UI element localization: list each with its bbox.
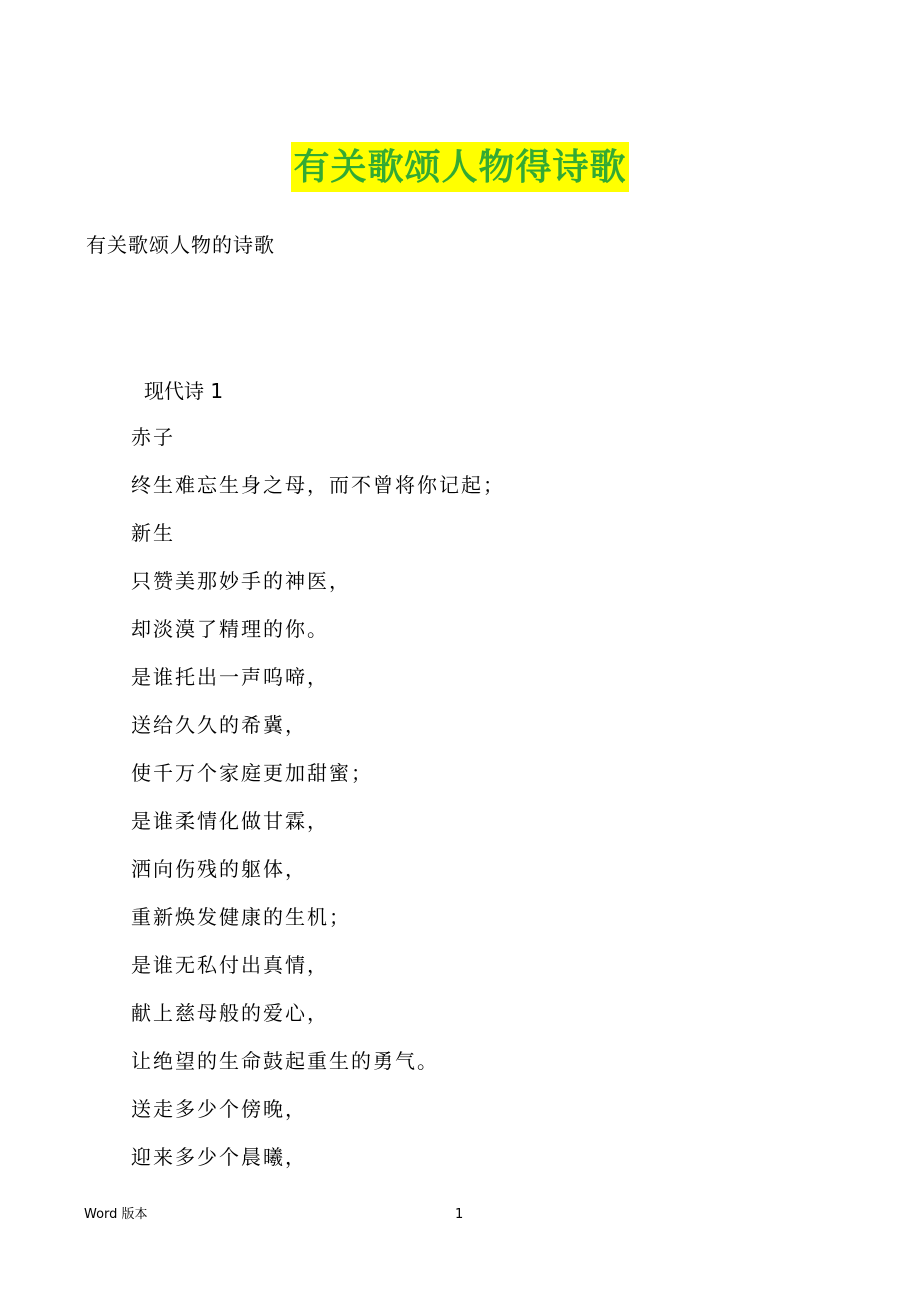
poem-line: 献上慈母般的爱心， (131, 1001, 329, 1025)
poem-line: 终生难忘生身之母，而不曾将你记起； (131, 473, 505, 497)
title-container (0, 142, 920, 192)
section-heading: 现代诗 1 (144, 379, 224, 403)
poem-line: 送给久久的希冀， (131, 713, 307, 737)
poem-line: 让绝望的生命鼓起重生的勇气。 (131, 1049, 439, 1073)
poem-line: 送走多少个傍晚， (131, 1097, 307, 1121)
poem-line: 洒向伤残的躯体， (131, 857, 307, 881)
poem-line: 新生 (131, 521, 175, 545)
poem-line: 重新焕发健康的生机； (131, 905, 351, 929)
poem-line: 却淡漠了精理的你。 (131, 617, 329, 641)
poem-line: 是谁无私付出真情， (131, 953, 329, 977)
poem-line: 迎来多少个晨曦， (131, 1145, 307, 1169)
poem-line: 赤子 (131, 425, 175, 449)
footer-page-number: 1 (455, 1207, 464, 1222)
footer-version-label: Word 版本 (84, 1207, 148, 1222)
poem-line: 是谁柔情化做甘霖， (131, 809, 329, 833)
poem-line: 是谁托出一声呜啼， (131, 665, 329, 689)
poem-line: 只赞美那妙手的神医， (131, 569, 351, 593)
document-subtitle: 有关歌颂人物的诗歌 (86, 233, 275, 257)
poem-line: 使千万个家庭更加甜蜜； (131, 761, 373, 785)
poem-body (131, 422, 505, 1190)
document-title: 有关歌颂人物得诗歌 (291, 142, 628, 192)
